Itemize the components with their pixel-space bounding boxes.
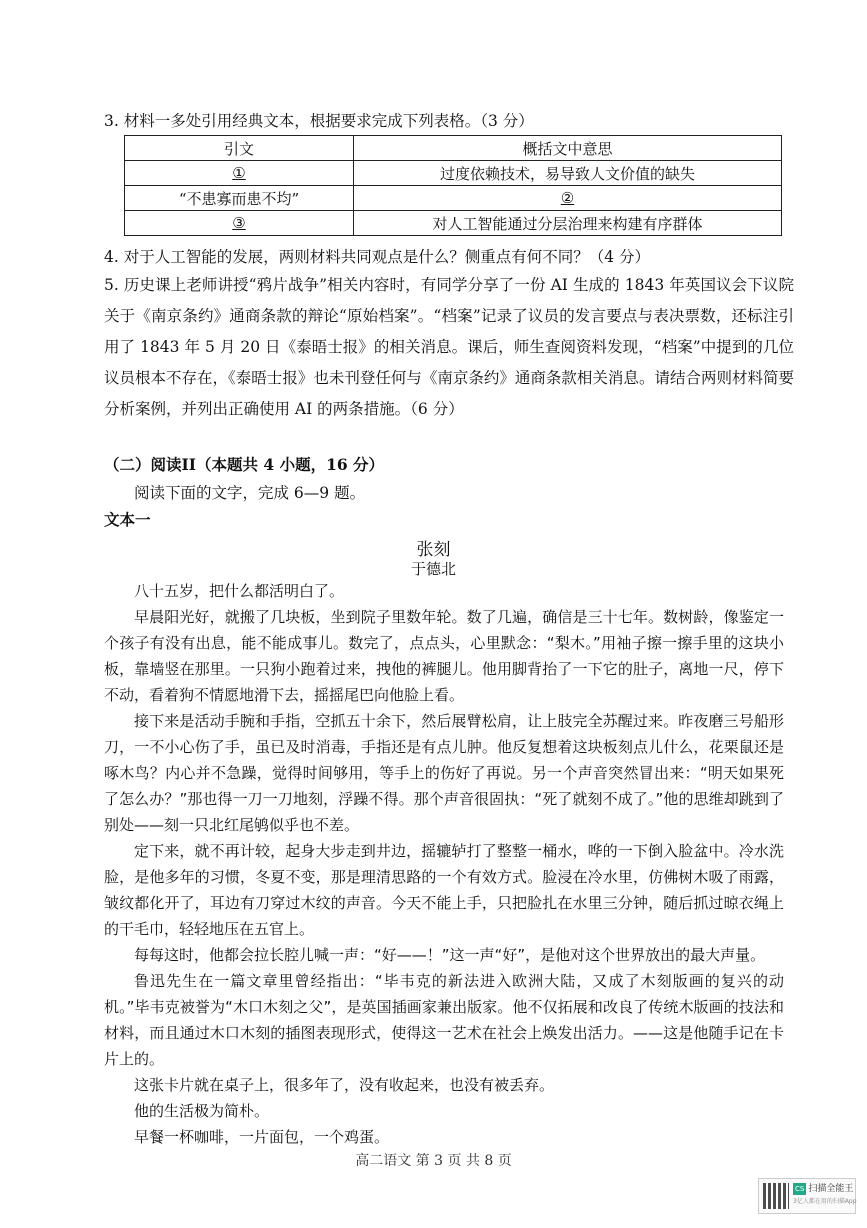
- story-paragraph: 鲁迅先生在一篇文章里曾经指出：“毕韦克的新法进入欧洲大陆，又成了木刻版画的复兴的动机。”毕韦克被誉为“木口木刻之父”，是英国插画家兼出版家。他不仅拓展和改良了传统木版画的技法和材料，而且通过木口木刻的插图表现形式，使得这一艺术在社会上焕发出活力。——这是他随手记在卡片上的。: [104, 972, 784, 1068]
- story-author: 于德北: [410, 560, 456, 578]
- scanner-watermark: [758, 1178, 856, 1214]
- cs-logo-icon: CS: [795, 1185, 805, 1193]
- story-paragraph: 接下来是活动手腕和手指，空抓五十余下，然后展臂松肩，让上肢完全苏醒过来。昨夜磨三号船形刀，一不小心伤了手，虽已及时消毒，手指还是有点儿肿。他反复想着这块板刻点儿什么，花栗鼠还是啄木鸟？内心并不急躁，觉得时间够用，等手上的伤好了再说。另一个声音突然冒出来：“明天如果死了怎么办？”那也得一刀一刀地刻，浮躁不得。那个声音很固执：“死了就刻不成了。”他的思维却跳到了别处——刻一只北红尾鸲似乎也不差。: [104, 712, 784, 834]
- story-paragraph: 定下来，就不再计较，起身大步走到井边，摇辘轳打了整整一桶水，哗的一下倒入脸盆中。冷水洗脸，是他多年的习惯，冬夏不变，那是理清思路的一个有效方式。脸浸在冷水里，仿佛树木吸了雨露，皱纹都化开了，耳边有刀穿过木纹的声音。今天不能上手，只把脸扎在水里三分钟，随后抓过晾衣绳上的干毛巾，轻轻地压在五官上。: [104, 842, 784, 938]
- question-3: 3. 材料一多处引用经典文本，根据要求完成下列表格。（3 分）: [104, 112, 534, 130]
- story-body: [104, 578, 784, 1150]
- blank-answer: ③: [232, 214, 246, 232]
- table-header-cell: 引文: [125, 136, 354, 161]
- section-heading: （二）阅读II（本题共 4 小题，16 分）: [104, 455, 385, 474]
- story-paragraph: 每每这时，他都会拉长腔儿喊一声：“好——！”这一声“好”，是他对这个世界放出的最大声量。: [134, 946, 766, 964]
- table-cell: 过度依赖技术，易导致人文价值的缺失: [354, 161, 782, 186]
- story-paragraph: 早餐一杯咖啡，一片面包，一个鸡蛋。: [134, 1128, 390, 1146]
- story-paragraph: 这张卡片就在桌子上，很多年了，没有收起来，也没有被丢弃。: [134, 1076, 555, 1094]
- table-cell: 对人工智能通过分层治理来构建有序群体: [354, 211, 782, 236]
- qr-code-icon: [763, 1183, 789, 1209]
- story-paragraph: 他的生活极为简朴。: [134, 1102, 270, 1120]
- text-label: 文本一: [104, 510, 151, 529]
- table-row: [125, 186, 782, 211]
- story-paragraph: 早晨阳光好，就搬了几块板，坐到院子里数年轮。数了几遍，确信是三十七年。数树龄，像鉴定一个孩子有没有出息，能不能成事儿。数完了，点点头，心里默念：“梨木。”用袖子擦一擦手里的这块小板，靠墙竖在那里。一只狗小跑着过来，拽他的裤腿儿。他用脚背抬了一下它的肚子，离地一尺，停下不动，看着狗不情愿地滑下去，摇摇尾巴向他脸上看。: [104, 608, 784, 704]
- table-header-row: [125, 136, 782, 161]
- table-row: [125, 161, 782, 186]
- blank-answer: ②: [560, 189, 575, 207]
- table-row: [125, 211, 782, 236]
- watermark-brand: 扫描全能王: [808, 1184, 854, 1194]
- question-4: 4. 对于人工智能的发展，两则材料共同观点是什么？侧重点有何不同？（4 分）: [104, 248, 651, 266]
- quote-table: [124, 135, 782, 236]
- story-title: 张刻: [416, 540, 451, 560]
- table-header-cell: 概括文中意思: [354, 136, 782, 161]
- section-instruction: 阅读下面的文字，完成 6—9 题。: [134, 484, 366, 502]
- story-paragraph: 八十五岁，把什么都活明白了。: [134, 582, 345, 600]
- page-footer: 高二语文 第 3 页 共 8 页: [355, 1153, 512, 1168]
- question-5: 5. 历史课上老师讲授“鸦片战争”相关内容时，有同学分享了一份 AI 生成的 1843 年英国议会下议院关于《南京条约》通商条款的辩论“原始档案”。“档案”记录了议员的发言要点与表决票数，还标注引用了 1843 年 5 月 20 日《泰晤士报》的相关消息。课后，师生查阅资料发现，“档案”中提到的几位议员根本不存在，《泰晤士报》也未刊登任何与《南京条约》通商条款相关消息。请结合两则材料简要分析案例，并列出正确使用 AI 的两条措施。（6 分）: [104, 276, 794, 418]
- blank-answer: ①: [232, 164, 246, 182]
- table-cell: “不患寡而患不均”: [125, 186, 354, 211]
- watermark-subtitle: 3亿人都在用的扫描App: [793, 1198, 857, 1205]
